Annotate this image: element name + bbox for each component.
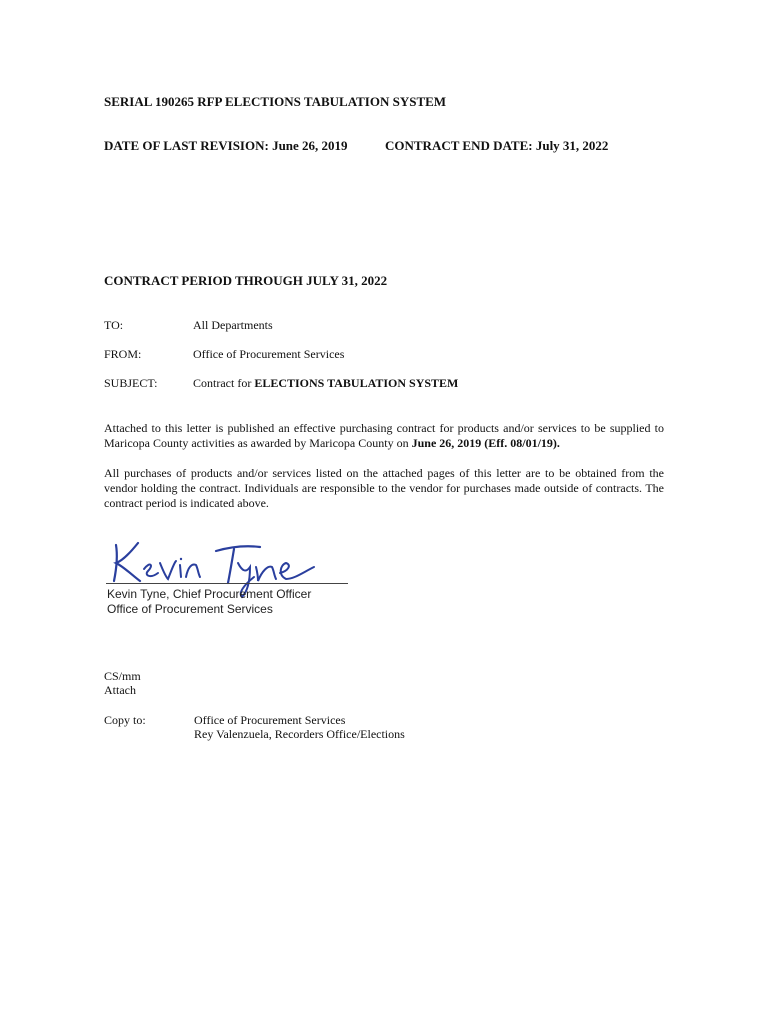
attach-note: Attach (104, 683, 136, 697)
to-label: TO: (104, 318, 124, 332)
paragraph-purchases: All purchases of products and/or services listed on the attached pages of this letter are to be obtained from the vendor holding the contract. Individuals are responsible to the vendor for purchases made outside of contracts. The contract period is indicated above. (104, 466, 664, 510)
to-value: All Departments (193, 318, 273, 332)
award-date: June 26, 2019 (Eff. 08/01/19). (411, 436, 560, 450)
paragraph-award-text: Attached to this letter is published an effective purchasing contract for products and/or services to be supplied to Maricopa County activities as awarded by Maricopa County on (104, 421, 664, 450)
copy-recipient-2: Rey Valenzuela, Recorders Office/Elections (194, 727, 405, 741)
signer-office: Office of Procurement Services (107, 602, 273, 616)
signer-name-title: Kevin Tyne, Chief Procurement Officer (107, 587, 312, 601)
copy-to-label: Copy to: (104, 713, 146, 727)
subject-value (193, 376, 458, 391)
subject-title: ELECTIONS TABULATION SYSTEM (254, 376, 459, 390)
serial-line: SERIAL 190265 RFP ELECTIONS TABULATION SYSTEM (104, 94, 447, 109)
contract-end-date: CONTRACT END DATE: July 31, 2022 (385, 138, 609, 153)
from-label: FROM: (104, 347, 142, 361)
last-revision-date: DATE OF LAST REVISION: June 26, 2019 (104, 138, 348, 153)
contract-period: CONTRACT PERIOD THROUGH JULY 31, 2022 (104, 273, 388, 288)
paragraph-award (104, 421, 664, 451)
signature-line (106, 583, 348, 584)
copy-recipient-1: Office of Procurement Services (194, 713, 346, 727)
from-value: Office of Procurement Services (193, 347, 345, 361)
subject-label: SUBJECT: (104, 376, 158, 390)
subject-prefix: Contract for (193, 376, 255, 390)
initials: CS/mm (104, 669, 141, 683)
